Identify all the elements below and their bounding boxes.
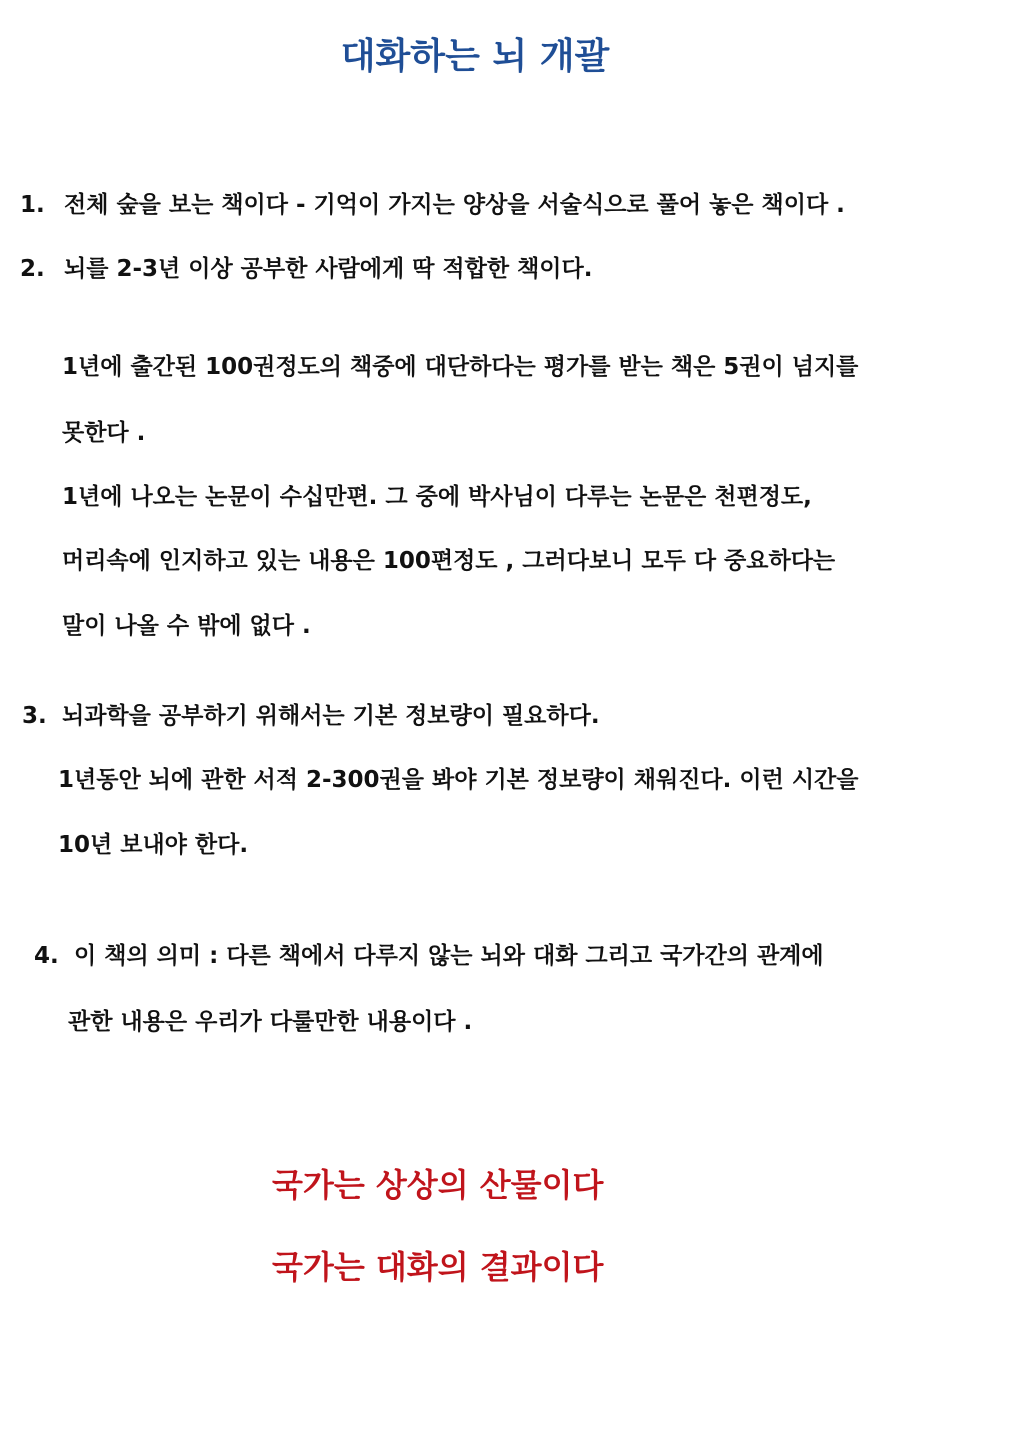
slogan-dialogue: 국가는 대화의 결과이다: [272, 1248, 604, 1286]
item-text-line: 관한 내용은 우리가 다룰만한 내용이다 .: [68, 1009, 473, 1035]
item-text-line: 1년동안 뇌에 관한 서적 2-300권을 봐야 기본 정보량이 채워진다. 이런 시간을: [58, 767, 859, 793]
item-number: 2.: [20, 256, 45, 282]
item-text-line: 뇌를 2-3년 이상 공부한 사람에게 딱 적합한 책이다.: [64, 256, 593, 282]
item-text-line: 10년 보내야 한다.: [58, 832, 249, 858]
page-title: 대화하는 뇌 개괄: [340, 36, 610, 77]
item-text-line: 전체 숲을 보는 책이다 - 기억이 가지는 양상을 서술식으로 풀어 놓은 책이다 .: [64, 192, 845, 218]
slogan-imagination: 국가는 상상의 산물이다: [272, 1166, 604, 1204]
item-text-line: 뇌과학을 공부하기 위해서는 기본 정보량이 필요하다.: [62, 703, 600, 729]
item-number: 3.: [22, 703, 47, 729]
item-text-line: 이 책의 의미 : 다른 책에서 다루지 않는 뇌와 대화 그리고 국가간의 관계에: [74, 943, 824, 969]
item-text-line: 못한다 .: [62, 420, 146, 446]
item-text-line: 1년에 출간된 100권정도의 책중에 대단하다는 평가를 받는 책은 5권이 넘지를: [62, 354, 859, 380]
item-text-line: 머리속에 인지하고 있는 내용은 100편정도 , 그러다보니 모두 다 중요하다는: [62, 548, 836, 574]
item-number: 4.: [34, 943, 59, 969]
item-text-line: 말이 나올 수 밖에 없다 .: [62, 613, 311, 639]
item-text-line: 1년에 나오는 논문이 수십만편. 그 중에 박사님이 다루는 논문은 천편정도,: [62, 484, 812, 510]
item-number: 1.: [20, 192, 45, 218]
